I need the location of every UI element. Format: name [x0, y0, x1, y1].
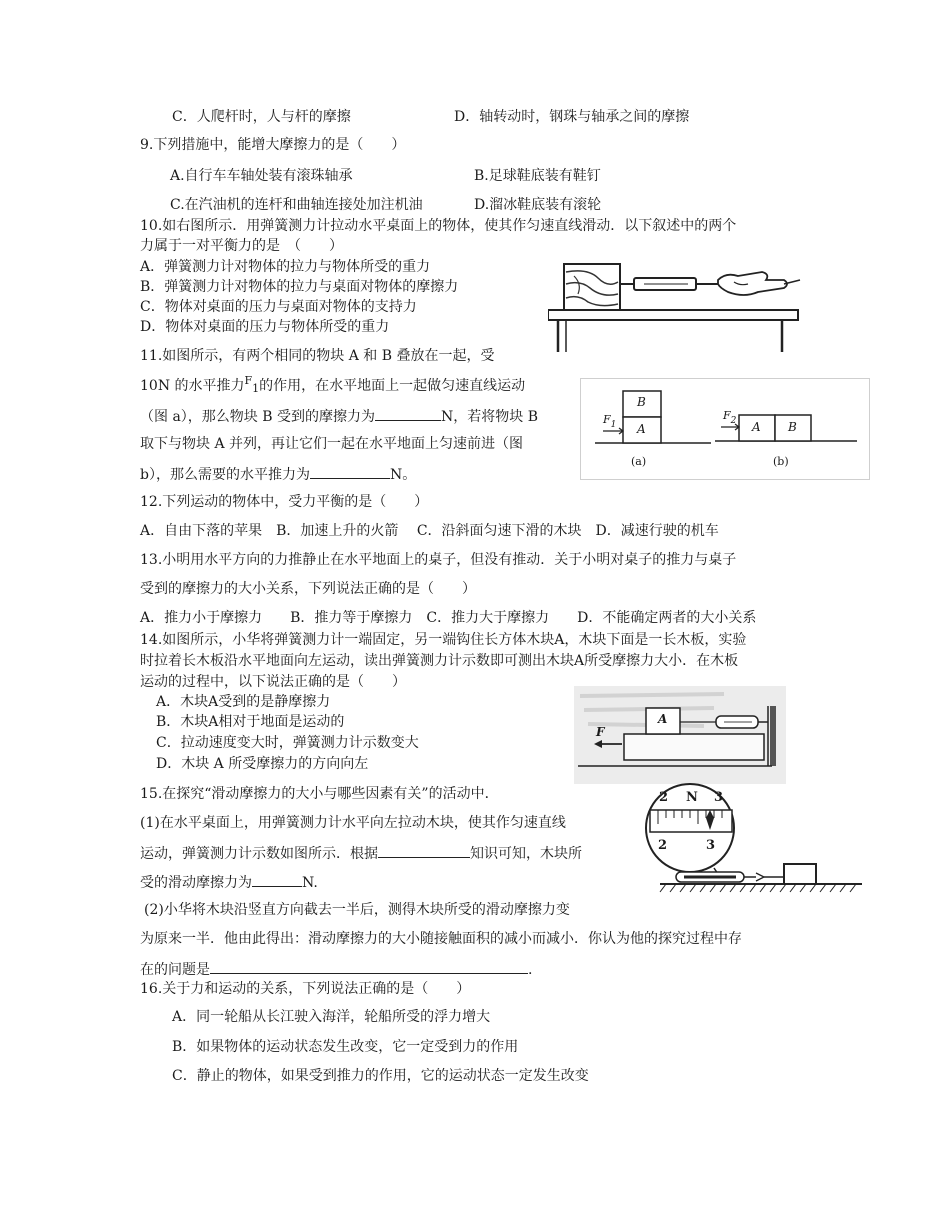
- q15-fig-unit-n: N: [686, 790, 698, 805]
- q11-fig-force-f2: [723, 409, 737, 426]
- q15-part1-line3-start: 受的滑动摩擦力为: [140, 875, 252, 891]
- q15-fig-tick-3-bottom: 3: [706, 838, 716, 853]
- q10-option-a: A．弹簧测力计对物体的拉力与物体所受的重力: [140, 259, 431, 275]
- q14-stem-line1: 14.如图所示，小华将弹簧测力计一端固定，另一端钩住长方体木块A，木块下面是一长木板，实验: [140, 632, 747, 648]
- q11-force-subscript: 1: [252, 382, 260, 395]
- q13-stem-line1: 13.小明用水平方向的力推静止在水平地面上的桌子，但没有推动．关于小明对桌子的推力与桌子: [140, 552, 737, 568]
- q11-blank-friction[interactable]: [375, 406, 441, 421]
- q15-fig-tick-3-top: 3: [714, 790, 724, 805]
- q15-part1-line3-end: N.: [302, 875, 318, 891]
- q10-option-c: C．物体对桌面的压力与桌面对物体的支持力: [140, 299, 417, 315]
- q13-stem-line2: 受到的摩擦力的大小关系，下列说法正确的是（ ）: [140, 581, 476, 597]
- q15-part1-line1: (1)在水平桌面上，用弹簧测力计水平向左拉动木块，使其作匀速直线: [140, 815, 566, 831]
- q11-fig-force-f1-subscript: 1: [610, 420, 617, 430]
- q9-option-c: C.在汽油机的连杆和曲轴连接处加注机油: [170, 197, 423, 213]
- q15-fig-tick-2-top: 2: [659, 790, 669, 805]
- q15-part2-line3-start: 在的问题是: [140, 962, 210, 978]
- q11-line5: [140, 464, 416, 484]
- q11-line2: [140, 374, 526, 396]
- q9-option-a: A.自行车车轴处装有滚珠轴承: [170, 168, 353, 184]
- q11-line3-end: N，若将物块 B: [441, 409, 538, 425]
- q15-part1-line2-end: 知识可知，木块所: [470, 846, 582, 862]
- q15-fig-tick-2-bottom: 2: [658, 838, 668, 853]
- q11-fig-block-b-side: B: [788, 420, 797, 434]
- q11-fig-caption-b: (b): [773, 455, 789, 468]
- q11-blank-force[interactable]: [310, 464, 390, 479]
- q10-figure-spring-scale-table: [548, 258, 802, 354]
- q15-blank-friction[interactable]: [252, 872, 302, 887]
- q12-options: A．自由下落的苹果 B．加速上升的火箭 C．沿斜面匀速下滑的木块 D．减速行驶的机车: [140, 523, 719, 539]
- q14-fig-block-label: A: [658, 712, 668, 726]
- q9-stem: 9.下列措施中，能增大摩擦力的是（ ）: [140, 137, 406, 153]
- q11-fig-caption-a: (a): [631, 455, 647, 468]
- q15-part2-line3-end: .: [528, 962, 533, 978]
- q14-option-d: D．木块 A 所受摩擦力的方向向左: [156, 756, 369, 772]
- q15-part2-line3: [140, 959, 532, 979]
- q15-part1-line3: [140, 872, 318, 892]
- q16-option-a: A．同一轮船从长江驶入海洋，轮船所受的浮力增大: [172, 1009, 491, 1025]
- q11-fig-force-f2-symbol: F: [723, 409, 731, 422]
- q15-blank-problem[interactable]: [210, 959, 528, 974]
- q14-stem-line3: 运动的过程中，以下说法正确的是（ ）: [140, 674, 406, 690]
- q13-options: A．推力小于摩擦力 B．推力等于摩擦力 C．推力大于摩擦力 D．不能确定两者的大小关系: [140, 610, 757, 626]
- q11-line2-end: 的作用，在水平地面上一起做匀速直线运动: [259, 378, 526, 394]
- q15-blank-knowledge[interactable]: [378, 843, 470, 858]
- q11-line5-start: b），那么需要的水平推力为: [140, 467, 310, 483]
- q11-fig-force-f1: [603, 413, 617, 430]
- q16-option-b: B．如果物体的运动状态发生改变，它一定受到力的作用: [172, 1039, 519, 1055]
- q11-force-symbol: F: [244, 374, 253, 387]
- q9-option-d: D.溜冰鞋底装有滚轮: [474, 197, 602, 213]
- q14-figure-board-and-block: [574, 686, 786, 784]
- q11-line2-start: 10N 的水平推力: [140, 378, 245, 394]
- q14-option-c: C．拉动速度变大时，弹簧测力计示数变大: [156, 735, 419, 751]
- q11-figure-stacked-blocks: [580, 378, 870, 480]
- q11-fig-block-a-bottom: A: [637, 422, 646, 436]
- q11-fig-force-f2-subscript: 2: [730, 416, 737, 426]
- q15-part2-line2: 为原来一半．他由此得出：滑动摩擦力的大小随接触面积的减小而减小．你认为他的探究过程中存: [140, 931, 742, 947]
- q9-option-b: B.足球鞋底装有鞋钉: [474, 168, 601, 184]
- q16-option-c: C．静止的物体，如果受到推力的作用，它的运动状态一定发生改变: [172, 1068, 589, 1084]
- q10-stem-line2: 力属于一对平衡力的是 （ ）: [140, 238, 343, 254]
- q11-fig-block-b-top: B: [637, 395, 646, 409]
- q15-part2-line1: (2)小华将木块沿竖直方向截去一半后，测得木块所受的滑动摩擦力变: [144, 902, 570, 918]
- q11-line3: [140, 406, 538, 426]
- q11-line5-end: N。: [389, 467, 417, 483]
- q8-option-d: D．轴转动时，钢珠与轴承之间的摩擦: [454, 109, 690, 125]
- q11-line3-start: （图 a），那么物块 B 受到的摩擦力为: [140, 409, 375, 425]
- q15-stem: 15.在探究“滑动摩擦力的大小与哪些因素有关”的活动中．: [140, 786, 499, 802]
- q11-fig-block-a-side: A: [752, 420, 761, 434]
- q14-option-b: B．木块A相对于地面是运动的: [156, 714, 345, 730]
- q10-option-d: D．物体对桌面的压力与物体所受的重力: [140, 319, 390, 335]
- q10-option-b: B．弹簧测力计对物体的拉力与桌面对物体的摩擦力: [140, 279, 459, 295]
- q8-option-c: C．人爬杆时，人与杆的摩擦: [172, 109, 351, 125]
- q15-part1-line2-start: 运动，弹簧测力计示数如图所示．根据: [140, 846, 378, 862]
- q14-option-a: A．木块A受到的是静摩擦力: [156, 694, 331, 710]
- q15-part1-line2: [140, 843, 582, 863]
- q11-line1: 11.如图所示，有两个相同的物块 A 和 B 叠放在一起，受: [140, 348, 495, 364]
- q16-stem: 16.关于力和运动的关系，下列说法正确的是（ ）: [140, 981, 471, 997]
- q15-figure-spring-scale-reading: [640, 780, 868, 900]
- q11-line4: 取下与物块 A 并列，再让它们一起在水平地面上匀速前进（图: [140, 436, 524, 452]
- q11-fig-force-f1-symbol: F: [603, 413, 611, 426]
- q10-stem-line1: 10.如右图所示．用弹簧测力计拉动水平桌面上的物体，使其作匀速直线滑动．以下叙述中的两个: [140, 218, 737, 234]
- q14-fig-force-label: F: [596, 725, 605, 739]
- q12-stem: 12.下列运动的物体中，受力平衡的是（ ）: [140, 494, 429, 510]
- q14-stem-line2: 时拉着长木板沿水平地面向左运动，读出弹簧测力计示数即可测出木块A所受摩擦力大小．在木板: [140, 653, 739, 669]
